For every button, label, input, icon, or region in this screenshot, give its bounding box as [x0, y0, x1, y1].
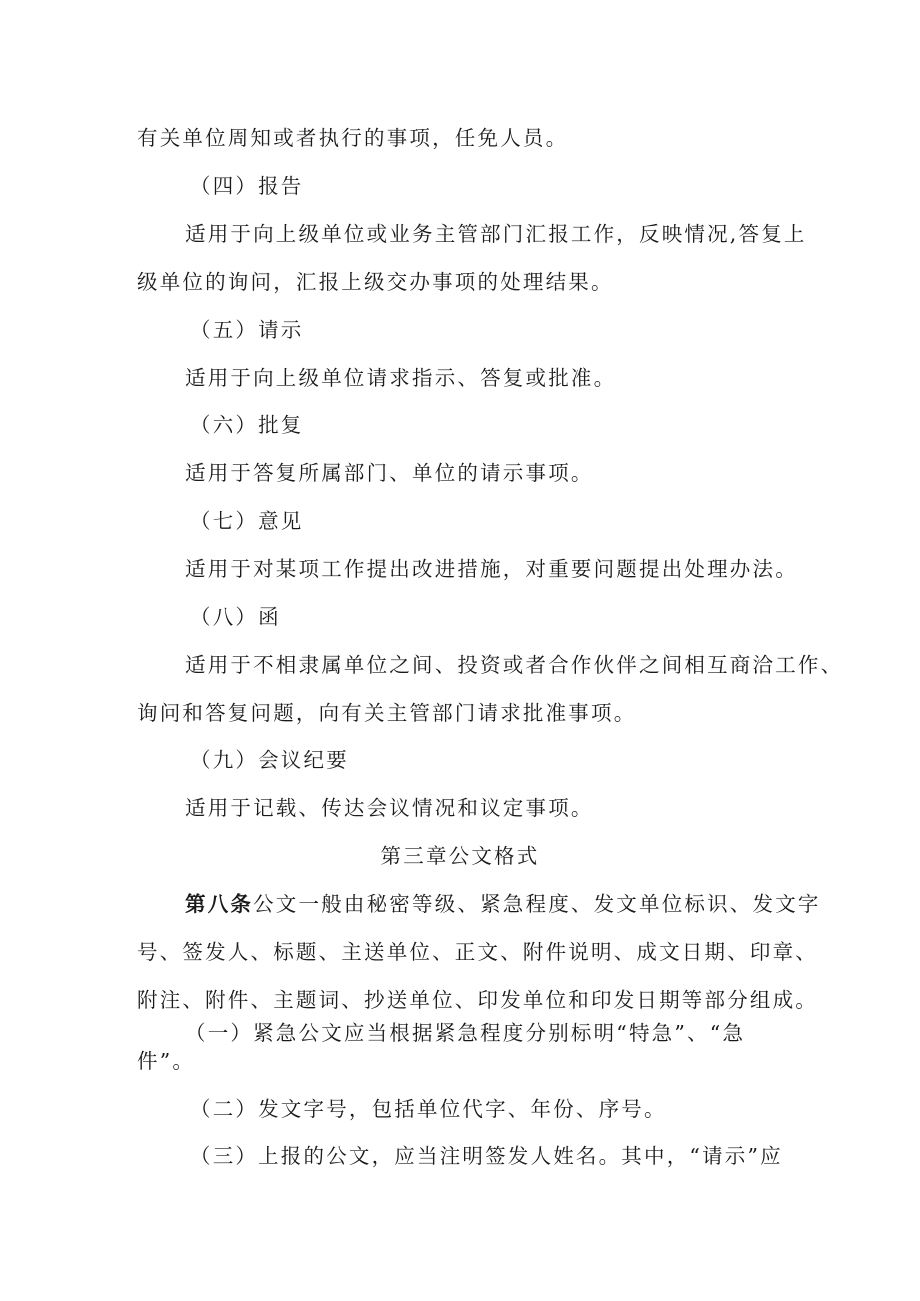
article-8-line [185, 890, 821, 918]
paragraph-line: 询问和答复问题，向有关主管部门请求批准事项。 [137, 701, 637, 725]
section-heading-9: （九）会议纪要 [190, 748, 349, 772]
paragraph-line: 号、签发人、标题、主送单位、正文、附件说明、成文日期、印章、 [137, 940, 818, 964]
section-heading-7: （七）意见 [190, 509, 304, 533]
paragraph-line: 适用于不相隶属单位之间、投资或者合作伙伴之间相互商洽工作、 [185, 653, 844, 677]
paragraph-line: 适用于记载、传达会议情况和议定事项。 [185, 796, 594, 820]
chapter-title: 第三章公文格式 [380, 844, 540, 868]
section-heading-8: （八）函 [190, 605, 281, 629]
section-heading-5: （五）请示 [190, 318, 304, 342]
item-1-continuation: 件”。 [137, 1049, 196, 1073]
section-heading-4: （四）报告 [190, 174, 304, 198]
paragraph-line: 适用于对某项工作提出改进措施，对重要问题提出处理办法。 [185, 557, 798, 581]
item-1-line: （一）紧急公文应当根据紧急程度分别标明“特急”、“急 [185, 1021, 746, 1045]
paragraph-line: 适用于向上级单位或业务主管部门汇报工作，反映情况,答复上 [185, 222, 807, 246]
paragraph-line: 适用于向上级单位请求指示、答复或批准。 [185, 366, 617, 390]
item-3-line: （三）上报的公文，应当注明签发人姓名。其中，“请示”应 [190, 1144, 783, 1168]
article-text: 公文一般由秘密等级、紧急程度、发文单位标识、发文字 [253, 892, 821, 916]
paragraph-line: 附注、附件、主题词、抄送单位、印发单位和印发日期等部分组成。 [137, 988, 818, 1012]
paragraph-line: 适用于答复所属部门、单位的请示事项。 [185, 461, 594, 485]
article-label: 第八条 [185, 892, 254, 916]
paragraph-line: 有关单位周知或者执行的事项，任免人员。 [137, 126, 569, 150]
paragraph-line: 级单位的询问，汇报上级交办事项的处理结果。 [137, 270, 614, 294]
item-2-line: （二）发文字号，包括单位代字、年份、序号。 [190, 1097, 667, 1121]
section-heading-6: （六）批复 [190, 413, 304, 437]
